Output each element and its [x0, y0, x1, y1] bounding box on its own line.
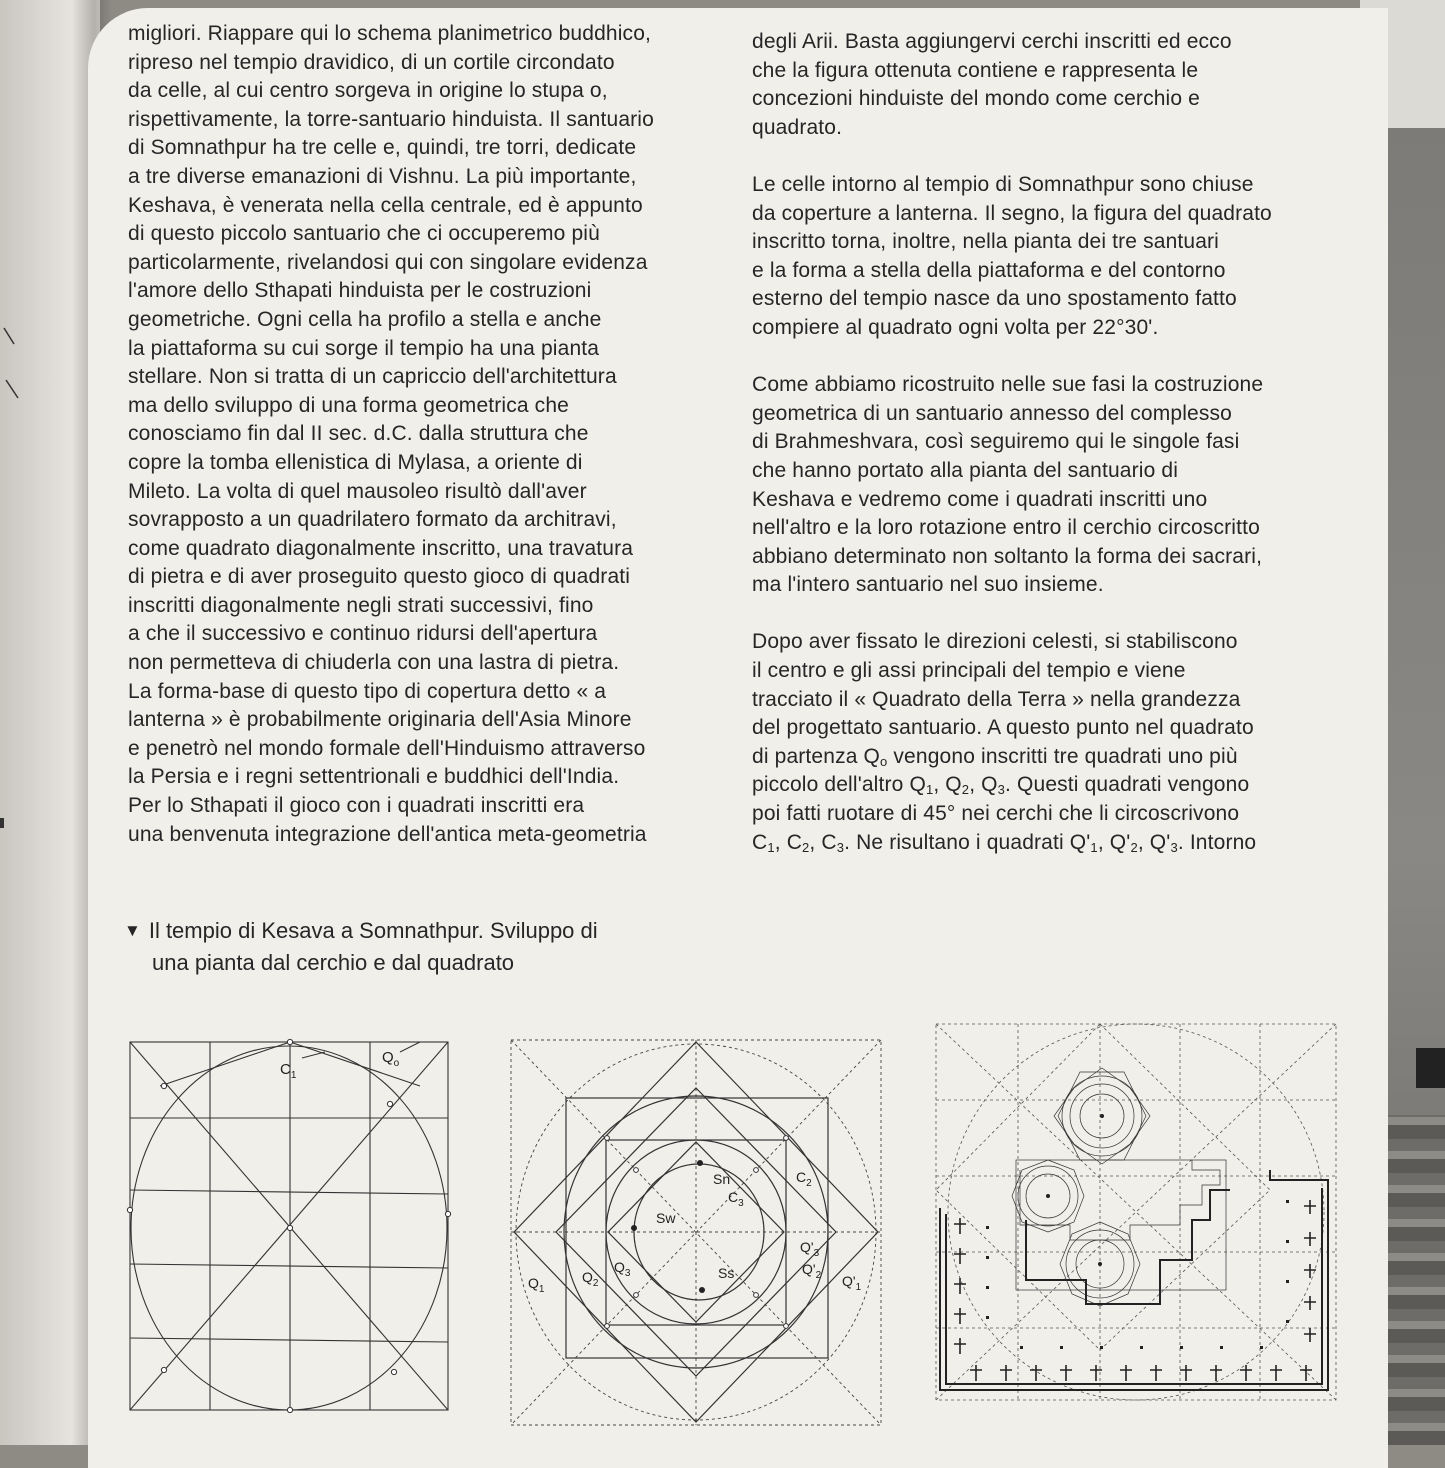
text-line: lanterna » è probabilmente originaria dell'Asia Minore: [128, 708, 632, 732]
right-text-column: [752, 28, 1318, 857]
figure-caption: [124, 916, 684, 978]
text-line: del progettato santuario. A questo punto nel quadrato: [752, 716, 1254, 740]
text-line: Dopo aver fissato le direzioni celesti, si stabiliscono: [752, 630, 1238, 654]
text-line: a che il successivo e continuo ridursi dell'apertura: [128, 622, 598, 646]
label-sw: Sw: [656, 1210, 676, 1226]
paragraph-4: [752, 628, 1318, 857]
text-line: abbiano determinato non soltanto la forma dei sacrari,: [752, 544, 1263, 568]
text-line: tracciato il « Quadrato della Terra » nella grandezza: [752, 687, 1241, 711]
diagram-temple-plan: [930, 1020, 1350, 1406]
text-line: piccolo dell'altro $Q_1$, $Q_2$, $Q_3$. Questi quadrati vengono: [752, 773, 1250, 798]
text-line: il centro e gli assi principali del tempio e viene: [752, 659, 1186, 683]
label-sn: Sn: [713, 1171, 731, 1187]
text-line: Keshava e vedremo come i quadrati inscritti uno: [752, 487, 1208, 511]
text-line: esterno del tempio nasce da uno spostamento fatto: [752, 287, 1237, 311]
text-line: stellare. Non si tratta di un capriccio dell'architettura: [128, 365, 617, 389]
text-line: e la forma a stella della piattaforma e del contorno: [752, 258, 1226, 282]
paragraph-3: [752, 371, 1318, 600]
text-line: inscritti diagonalmente negli strati successivi, fino: [128, 593, 594, 617]
text-line: ripreso nel tempio dravidico, di un cortile circondato: [128, 50, 615, 74]
text-line: quadrato.: [752, 115, 843, 139]
photo-dark-detail: [1416, 1048, 1445, 1088]
label-c1: $C_1$: [280, 1061, 297, 1081]
text-line: rispettivamente, la torre-santuario hinduista. Il santuario: [128, 107, 654, 131]
label-q3-prime: $Q'_3$: [800, 1239, 820, 1259]
text-line: La forma-base di questo tipo di copertura detto « a: [128, 679, 607, 703]
label-c3: $C_3$: [728, 1189, 744, 1209]
text-line: che hanno portato alla pianta del santuario di: [752, 458, 1179, 482]
text-line: di Somnathpur ha tre celle e, quindi, tre torri, dedicate: [128, 136, 637, 160]
text-line: di Brahmeshvara, così seguiremo qui le singole fasi: [752, 430, 1240, 454]
text-line: Per lo Sthapati il gioco con i quadrati inscritti era: [128, 794, 585, 818]
label-q1-prime: $Q'_1$: [842, 1273, 862, 1293]
text-line: di partenza $Q_o$ vengono inscritti tre quadrati uno più: [752, 744, 1238, 769]
label-qo: $Q_o$: [382, 1049, 400, 1069]
label-q2: $Q_2$: [582, 1269, 599, 1289]
paragraph-2: [752, 171, 1318, 343]
paragraph-1: [752, 28, 1318, 142]
caption-line: una pianta dal cerchio e dal quadrato: [152, 950, 515, 975]
text-line: compiere al quadrato ogni volta per 22°30'.: [752, 315, 1159, 339]
text-line: di pietra e di aver proseguito questo gioco di quadrati: [128, 565, 631, 589]
text-line: concezioni hinduiste del mondo come cerchio e: [752, 87, 1201, 111]
text-line: non permetteva di chiuderla con una lastra di pietra.: [128, 651, 620, 675]
caption-line: Il tempio di Kesava a Somnathpur. Sviluppo di: [148, 918, 598, 943]
text-line: l'amore dello Sthapati hinduista per le costruzioni: [128, 279, 592, 303]
text-line: Keshava, è venerata nella cella centrale, ed è appunto: [128, 193, 643, 217]
text-line: Come abbiamo ricostruito nelle sue fasi la costruzione: [752, 373, 1264, 397]
text-line: conosciamo fin dal II sec. d.C. dalla struttura che: [128, 422, 589, 446]
triangle-down-icon: ▼: [124, 921, 141, 940]
text-line: inscritto torna, inoltre, nella pianta dei tre santuari: [752, 230, 1219, 254]
text-line: nell'altro e la loro rotazione entro il cerchio circoscritto: [752, 516, 1260, 540]
left-text-column: [128, 20, 728, 849]
text-line: poi fatti ruotare di 45° nei cerchi che li circoscrivono: [752, 802, 1240, 826]
text-line: che la figura ottenuta contiene e rappresenta le: [752, 58, 1199, 82]
text-line: Mileto. La volta di quel mausoleo risultò dall'aver: [128, 479, 587, 503]
text-line: e penetrò nel mondo formale dell'Hinduismo attraverso: [128, 736, 646, 760]
facing-page-marks: [0, 320, 30, 840]
text-line: migliori. Riappare qui lo schema planimetrico buddhico,: [128, 22, 652, 45]
text-line: da coperture a lanterna. Il segno, la figura del quadrato: [752, 201, 1272, 225]
text-line: $C_1$, $C_2$, $C_3$. Ne risultano i quadrati $Q'_1$, $Q'_2$, $Q'_3$. Intorno: [752, 830, 1257, 855]
text-line: geometrica di un santuario annesso del complesso: [752, 401, 1232, 425]
diagram-rotated-squares: [506, 1030, 886, 1430]
label-q1: $Q_1$: [528, 1275, 545, 1295]
text-line: degli Arii. Basta aggiungervi cerchi inscritti ed ecco: [752, 30, 1232, 53]
text-line: ma l'intero santuario nel suo insieme.: [752, 573, 1104, 597]
text-line: la Persia e i regni settentrionali e buddhici dell'India.: [128, 765, 620, 789]
text-line: a tre diverse emanazioni di Vishnu. La più importante,: [128, 164, 637, 188]
text-line: Le celle intorno al tempio di Somnathpur sono chiuse: [752, 172, 1254, 196]
label-ss: Ss: [718, 1265, 735, 1281]
label-q3: $Q_3$: [614, 1259, 631, 1279]
diagram-circle-square-grid: [120, 1030, 460, 1430]
text-line: geometriche. Ogni cella ha profilo a stella e anche: [128, 307, 602, 331]
text-line: come quadrato diagonalmente inscritto, una travatura: [128, 536, 634, 560]
text-line: una benvenuta integrazione dell'antica meta-geometria: [128, 822, 647, 846]
text-line: ma dello sviluppo di una forma geometrica che: [128, 393, 569, 417]
text-line: di questo piccolo santuario che ci occuperemo più: [128, 222, 600, 246]
label-q2-prime: $Q'_2$: [802, 1261, 822, 1281]
label-c2: $C_2$: [796, 1169, 812, 1189]
text-line: copre la tomba ellenistica di Mylasa, a oriente di: [128, 450, 583, 474]
text-line: la piattaforma su cui sorge il tempio ha una pianta: [128, 336, 600, 360]
text-line: da celle, al cui centro sorgeva in origine lo stupa o,: [128, 79, 608, 103]
text-line: sovrapposto a un quadrilatero formato da architravi,: [128, 508, 617, 532]
text-line: particolarmente, rivelandosi qui con singolare evidenza: [128, 250, 648, 274]
